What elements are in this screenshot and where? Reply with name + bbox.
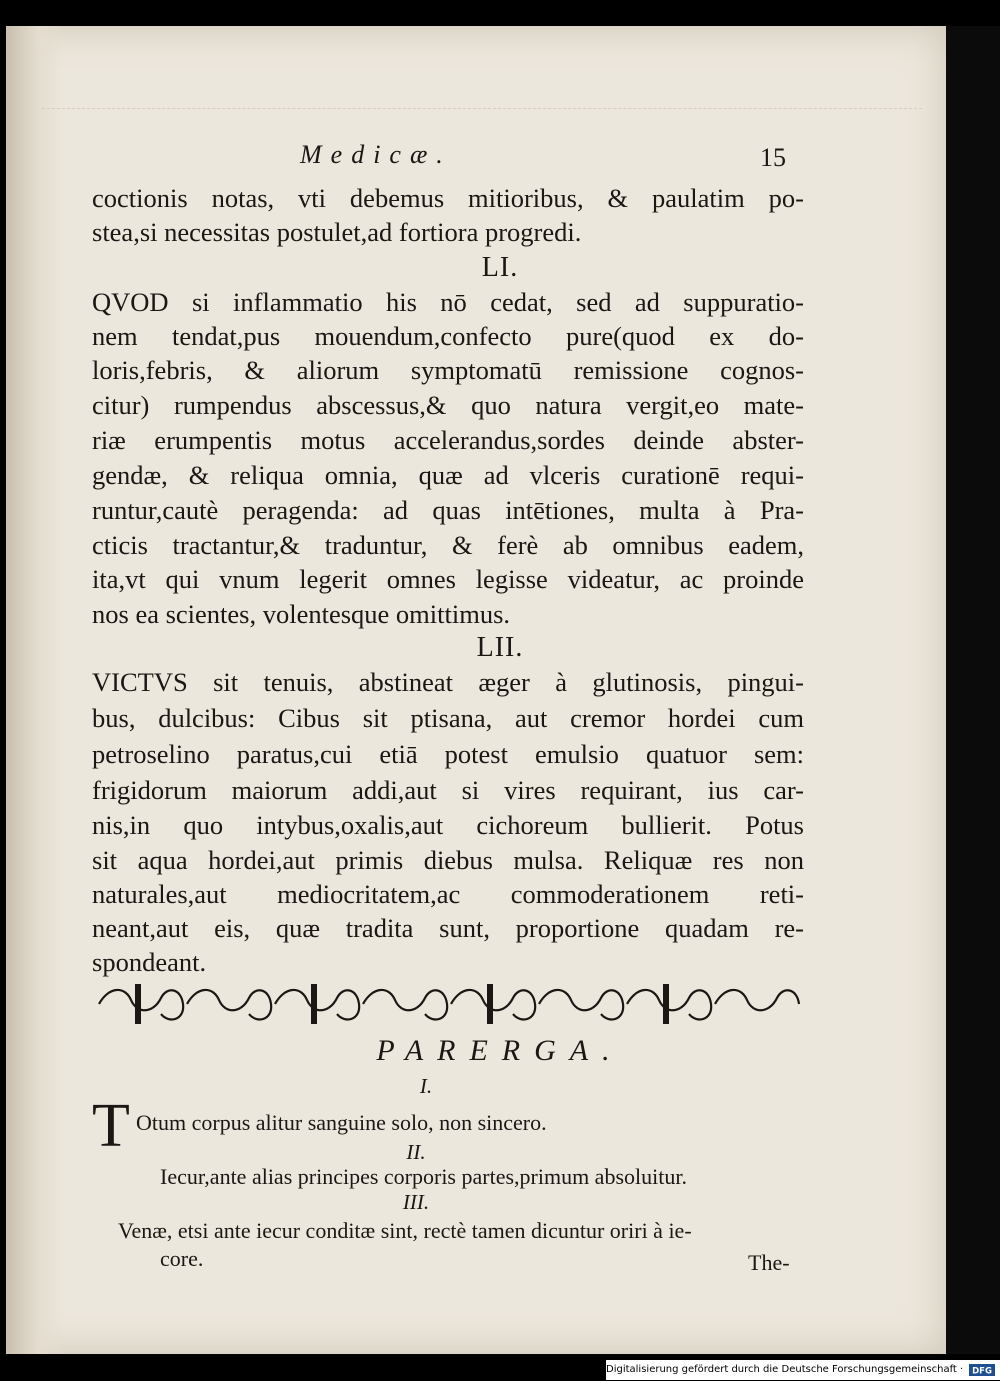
text-line: gendæ, & reliqua omnia, quæ ad vlceris curationē requi-: [92, 460, 804, 490]
running-head: Medicæ.: [300, 140, 452, 169]
text-line: nos ea scientes, volentesque omittimus.: [92, 599, 511, 629]
text-line: sit aqua hordei,aut primis diebus mulsa. Reliquæ res non: [92, 845, 804, 875]
text-line: ita,vt qui vnum legerit omnes legisse videatur, ac proinde: [92, 564, 804, 594]
text-line: QVOD si inflammatio his nō cedat, sed ad suppuratio-: [92, 287, 804, 317]
text-line: stea,si necessitas postulet,ad fortiora progredi.: [92, 217, 582, 247]
page-number: 15: [760, 143, 786, 172]
text-line: frigidorum maiorum addi,aut si vires requirant, ius car-: [92, 775, 804, 805]
text-line: naturales,aut mediocritatem,ac commoderationem reti-: [92, 879, 804, 909]
text-line: coctionis notas, vti debemus mitioribus, & paulatim po-: [92, 183, 804, 213]
section-number: LI.: [481, 252, 519, 283]
footer-attribution: Digitalisierung gefördert durch die Deutsche Forschungsgemeinschaft · DFG: [606, 1360, 1000, 1380]
text-line: VICTVS sit tenuis, abstineat æger à glutinosis, pingui-: [92, 667, 804, 697]
dfg-logo-icon: [969, 1364, 995, 1376]
section-number: LII.: [476, 632, 524, 663]
item-number: III.: [402, 1190, 430, 1214]
text-line: neant,aut eis, quæ tradita sunt, proportione quadam re-: [92, 913, 804, 943]
text-line: petroselino paratus,cui etiā potest emulsio quatuor sem:: [92, 739, 804, 769]
text-line: bus, dulcibus: Cibus sit ptisana, aut cremor hordei cum: [92, 703, 804, 733]
text-line: spondeant.: [92, 947, 207, 977]
parerga-heading: PARERGA.: [376, 1034, 624, 1067]
footer-text: Digitalisierung gefördert durch die Deutsche Forschungsgemeinschaft: [606, 1364, 957, 1375]
item-number: II.: [406, 1140, 426, 1164]
text-line: nis,in quo intybus,oxalis,aut cichoreum bullierit. Potus: [92, 810, 804, 840]
text-line: citur) rumpendus abscessus,& quo natura vergit,eo mate-: [92, 390, 804, 420]
dfg-logo-text: DFG: [972, 1366, 993, 1376]
ornamental-border: [95, 980, 805, 1028]
text-line: cticis tractantur,& traduntur, & ferè ab omnibus eadem,: [92, 530, 804, 560]
drop-cap: T: [92, 1092, 130, 1160]
proposition-text: Iecur,ante alias principes corporis partes,primum absoluitur.: [160, 1164, 687, 1189]
text-line: loris,febris, & aliorum symptomatū remissione cognos-: [92, 355, 804, 385]
proposition-text: Otum corpus alitur sanguine solo, non sincero.: [136, 1110, 547, 1135]
text-line: runtur,cautè peragenda: ad quas intētiones, multa à Pra-: [92, 495, 804, 525]
proposition-text: core.: [160, 1246, 204, 1271]
text-line: riæ erumpentis motus accelerandus,sordes deinde abster-: [92, 425, 804, 455]
text-line: nem tendat,pus mouendum,confecto pure(quod ex do-: [92, 321, 804, 351]
item-number: I.: [419, 1074, 433, 1098]
catchword: The-: [748, 1250, 790, 1275]
proposition-text: Venæ, etsi ante iecur conditæ sint, rectè tamen dicuntur oriri à ie-: [118, 1218, 692, 1243]
